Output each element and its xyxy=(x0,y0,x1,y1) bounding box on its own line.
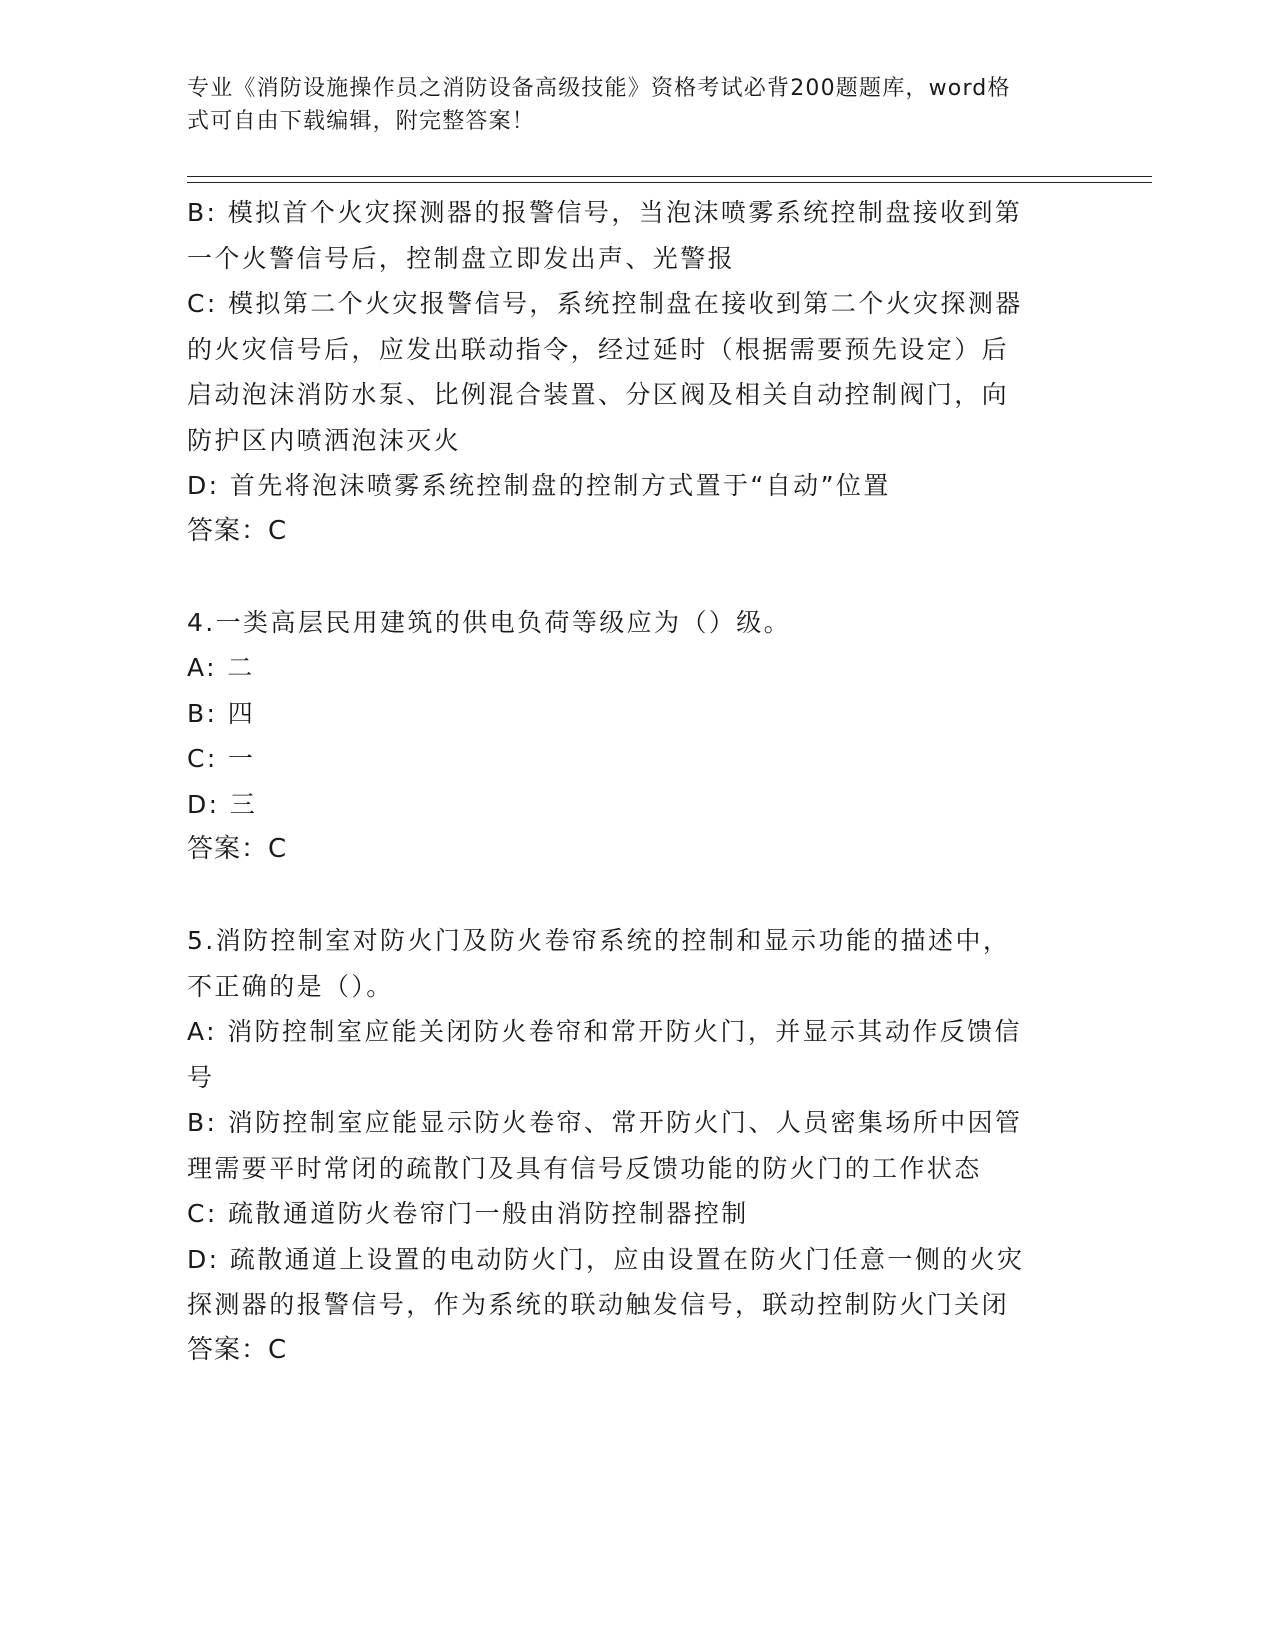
question-text: 4.一类高层民用建筑的供电负荷等级应为（）级。 xyxy=(187,607,792,637)
question-3-continued xyxy=(187,190,1087,554)
question-5 xyxy=(187,918,1087,1373)
question-4 xyxy=(187,600,1087,873)
option-b: B: 模拟首个火灾探测器的报警信号，当泡沫喷雾系统控制盘接收到第 xyxy=(187,198,1023,227)
option-c: C: 一 xyxy=(187,744,256,773)
option-d: D: 三 xyxy=(187,789,258,819)
header-divider xyxy=(187,176,1152,177)
option-b: B: 四 xyxy=(187,698,256,728)
option-b-continued: 一个火警信号后，控制盘立即发出声、光警报 xyxy=(187,243,736,273)
question-list xyxy=(187,190,1087,1373)
option-c: C: 疏散通道防火卷帘门一般由消防控制器控制 xyxy=(187,1199,749,1228)
spacer xyxy=(187,873,1087,919)
header-line: 专业《消防设施操作员之消防设备高级技能》资格考试必背200题题库，word格 xyxy=(187,76,1011,101)
question-text: 5.消防控制室对防火门及防火卷帘系统的控制和显示功能的描述中， xyxy=(187,926,1011,955)
option-c-continued: 防护区内喷洒泡沫灭火 xyxy=(187,425,462,455)
spacer xyxy=(187,554,1087,600)
page-header xyxy=(187,72,1067,138)
option-a: A: 消防控制室应能关闭防火卷帘和常开防火门，并显示其动作反馈信 xyxy=(187,1017,1022,1046)
option-c-continued: 启动泡沫消防水泵、比例混合装置、分区阀及相关自动控制阀门，向 xyxy=(187,380,1010,409)
header-divider xyxy=(187,182,1152,183)
option-d: D: 首先将泡沫喷雾系统控制盘的控制方式置于“自动”位置 xyxy=(187,471,891,500)
question-text-continued: 不正确的是（）。 xyxy=(187,971,394,1001)
option-b-continued: 理需要平时常闭的疏散门及具有信号反馈功能的防火门的工作状态 xyxy=(187,1153,982,1183)
option-c-continued: 的火灾信号后，应发出联动指令，经过延时（根据需要预先设定）后 xyxy=(187,334,1010,364)
answer: 答案：C xyxy=(187,1334,288,1365)
option-d: D: 疏散通道上设置的电动防火门，应由设置在防火门任意一侧的火灾 xyxy=(187,1244,1025,1274)
header-line: 式可自由下载编辑，附完整答案！ xyxy=(187,109,536,134)
option-b: B: 消防控制室应能显示防火卷帘、常开防火门、人员密集场所中因管 xyxy=(187,1108,1023,1137)
option-a: A: 二 xyxy=(187,653,255,682)
answer: 答案：C xyxy=(187,834,288,864)
option-c: C: 模拟第二个火灾报警信号，系统控制盘在接收到第二个火灾探测器 xyxy=(187,289,1023,318)
option-a-continued: 号 xyxy=(187,1062,215,1092)
option-d-continued: 探测器的报警信号，作为系统的联动触发信号，联动控制防火门关闭 xyxy=(187,1290,1010,1319)
answer: 答案：C xyxy=(187,515,288,546)
